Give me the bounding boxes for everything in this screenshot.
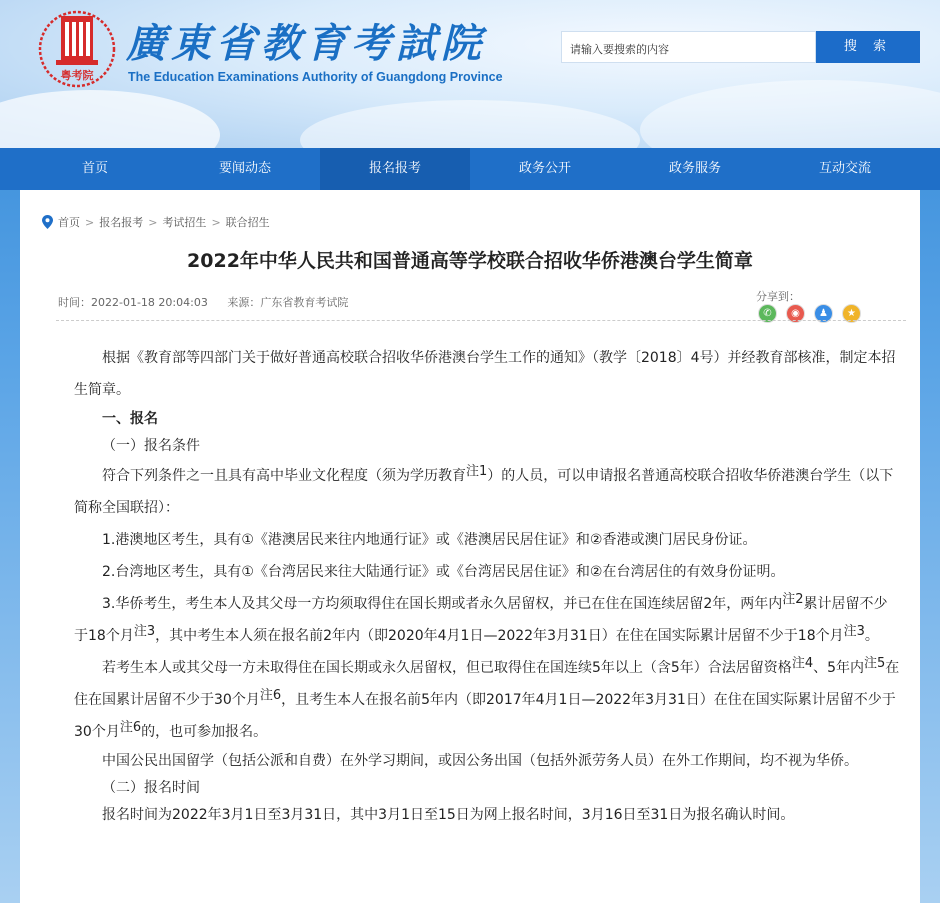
- paragraph-exclusion: 中国公民出国留学（包括公派和自费）在外学习期间，或因公务出国（包括外派劳务人员）在外工作期间，均不视为华侨。: [102, 753, 858, 769]
- text-run: 符合下列条件之一且具有高中毕业文化程度（须为学历教育: [102, 468, 466, 484]
- nav-item-public-affairs[interactable]: 政务公开: [518, 161, 571, 176]
- search-button[interactable]: 搜 索: [816, 31, 920, 63]
- cloud-decoration: [640, 80, 940, 148]
- breadcrumb-joint-admission[interactable]: 联合招生: [225, 216, 270, 229]
- text-run: 。: [864, 628, 879, 644]
- condition-item: 1.港澳地区考生，具有①《港澳居民来往内地通行证》或《港澳居民居住证》和②香港或澳门居民身份证。: [102, 532, 757, 548]
- breadcrumb-registration[interactable]: 报名报考: [99, 216, 144, 229]
- footnote-ref: 注4: [791, 656, 814, 671]
- article-title: 2022年中华人民共和国普通高等学校联合招收华侨港澳台学生简章: [187, 250, 753, 272]
- qq-share-icon[interactable]: ♟: [814, 304, 833, 323]
- nav-item-home[interactable]: 首页: [81, 161, 108, 176]
- text-run: ，其中考生本人须在报名前2年内（即2020年4月1日—2022年3月31日）在住在国实际累计居留不少于18个月: [155, 628, 844, 644]
- text-run: 、5年内: [813, 660, 865, 676]
- breadcrumb-separator: >: [211, 215, 221, 229]
- content-panel: [20, 190, 920, 903]
- qzone-share-icon[interactable]: ★: [842, 304, 861, 323]
- paragraph-dates: 报名时间为2022年3月1日至3月31日，其中3月1日至15日为网上报名时间，3月16日至31日为报名确认时间。: [102, 807, 795, 823]
- location-pin-icon: [42, 215, 53, 229]
- footnote-ref: 注5: [864, 656, 886, 671]
- subsection-heading: （一）报名条件: [102, 438, 200, 454]
- article-time: 时间：2022-01-18 20:04:03: [58, 296, 208, 309]
- site-header: [0, 0, 940, 148]
- cloud-decoration: [0, 90, 220, 148]
- text-run: 若考生本人或其父母一方未取得住在国长期或永久居留权，但已取得住在国连续5年以上（含5年）合法居留资格: [102, 660, 792, 676]
- share-label: 分享到：: [756, 290, 800, 303]
- site-logo-chinese[interactable]: 廣東省教育考試院: [126, 20, 486, 67]
- breadcrumb: [42, 214, 270, 230]
- paragraph-residency: [74, 652, 900, 748]
- footnote-ref: 注6: [119, 720, 142, 735]
- main-nav: [0, 148, 940, 190]
- footnote-ref: 注3: [843, 624, 865, 639]
- site-logo-english: The Education Examinations Authority of Guangdong Province: [128, 70, 503, 84]
- text-run: ，且考生本人在报名前5年内（即2017年4月1日—2022年3月31日）在住在国实际累计居留不少于30个月: [74, 692, 896, 740]
- nav-item-registration[interactable]: 报名报考: [320, 148, 470, 190]
- text-run: 累计居留不少于18个月: [74, 596, 888, 644]
- logo-seal-icon[interactable]: [36, 8, 118, 90]
- condition-item: [74, 588, 900, 652]
- breadcrumb-exams[interactable]: 考试招生: [162, 216, 207, 229]
- text-run: ）的人员，可以申请报名普通高校联合招收华侨港澳台学生（以下简称全国联招）：: [74, 468, 894, 516]
- section-heading: 一、报名: [102, 411, 158, 427]
- nav-item-news[interactable]: 要闻动态: [218, 161, 271, 176]
- article-body: [74, 342, 900, 829]
- paragraph-conditions: [74, 460, 900, 524]
- nav-item-interaction[interactable]: 互动交流: [818, 161, 871, 176]
- footnote-ref: 注2: [782, 592, 804, 607]
- footnote-ref: 注1: [466, 464, 488, 479]
- cloud-decoration: [300, 100, 640, 148]
- text-run: 的，也可参加报名。: [141, 724, 268, 740]
- seal-text: 粤考院: [60, 69, 94, 82]
- weibo-share-icon[interactable]: ◉: [786, 304, 805, 323]
- text-run: 3.华侨考生，考生本人及其父母一方均须取得住在国长期或者永久居留权，并已在住在国连续居留2年，两年内: [102, 596, 783, 612]
- meta-divider: [56, 320, 906, 321]
- breadcrumb-separator: >: [85, 215, 95, 229]
- wechat-share-icon[interactable]: ✆: [758, 304, 777, 323]
- nav-item-services[interactable]: 政务服务: [668, 161, 721, 176]
- search-input[interactable]: 请输入要搜索的内容: [561, 31, 816, 63]
- footnote-ref: 注3: [133, 624, 156, 639]
- text-run: 在住在国累计居留不少于30个月: [74, 660, 900, 708]
- condition-item: 2.台湾地区考生，具有①《台湾居民来往大陆通行证》或《台湾居民居住证》和②在台湾居住的有效身份证明。: [102, 564, 785, 580]
- subsection-heading: （二）报名时间: [102, 780, 200, 796]
- article-meta: [58, 294, 364, 310]
- footnote-ref: 注6: [259, 688, 282, 703]
- breadcrumb-home[interactable]: 首页: [58, 216, 80, 229]
- breadcrumb-separator: >: [148, 215, 158, 229]
- paragraph-intro: 根据《教育部等四部门关于做好普通高校联合招收华侨港澳台学生工作的通知》（教学〔2018〕4号）并经教育部核准，制定本招生简章。: [74, 350, 896, 398]
- article-source: 来源：广东省教育考试院: [227, 296, 349, 309]
